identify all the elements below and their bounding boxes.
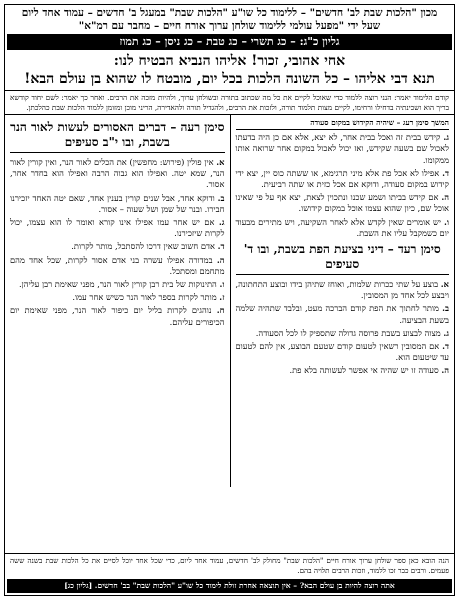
paragraph-mark: א. [216,157,225,167]
issue-bar: גליון כ"ג: – כג תשרי – כג טבת – כג ניסן – כג תמוז [7,34,452,50]
paragraph [10,157,225,191]
paragraph-mark: ה. [216,254,225,265]
paragraph-mark: ב. [442,303,449,314]
paragraph [236,217,450,239]
paragraph-mark: ו. [219,279,225,290]
left-column [5,115,230,487]
paragraph [236,168,450,190]
headline-1: אחי אהובי, זכור! אליהו הנביא הבטיח לנו: [113,53,346,69]
paragraph [10,292,225,303]
paragraph [10,217,225,239]
right-column [230,115,455,487]
paragraph-text: יש אומרים שאין לקדש אלא לאחר השקיעה, ויש מתירים מבעוד יום כשמקבל עליו את השבת. [235,216,449,238]
paragraph [236,279,450,301]
paragraph-text: בוצע על שתי ככרות שלמות, ואוחז שתיהן בידו ובוצע התחתונה, ויבצע לכל אחד מן המסובין. [235,279,449,301]
intro-text: קודם הלימוד יאמר: הנני רוצה ללמוד כדי שאוכל לקיים את כל מה שכתוב בתורה ובשולחן ערוך, ולהיות מזכה את הרבים. ואחר כך יאמר: לשם יחוד קודשא בריך הוא ושכינתיה בדחילו ורחימו, לקיים מצות תלמוד תורה, ולזכות את הרבים, ולהגדיל תורה ולהאדירה, הריני מוכן ומזומן ללמוד הלכות שבת כהלכתן. [5,90,454,115]
paragraph [236,303,450,325]
paragraph-text: מותר לחתוך את הפת קודם הברכה מעט, ובלבד שתהיה שלמה בשעת הבציעה. [235,303,449,325]
paragraph [236,132,450,166]
paragraph-text: אם קידש בביתו ושמע שכנו ונתכוין לצאת, יצא אף על פי שאינו אוכל שם, כיון שהוא עצמו אוכל במקום קידושו. [235,192,449,214]
headline-2: תנא דבי אליהו – כל השונה הלכות בכל יום, מובטח לו שהוא בן עולם הבא! [24,71,435,87]
paragraph-text: מצוה לבצוע בשבת פרוסה גדולה שתספיק לו לכל הסעודה. [255,327,441,338]
paragraph [10,241,225,252]
paragraph-mark: ה. [441,365,449,376]
paragraph [236,192,450,214]
paragraph-mark: ד. [442,167,449,178]
paragraph [10,279,225,290]
paragraph-text: אפילו לא אכל פת אלא מיני תרגימא, או ששתה כוס יין, יצא ידי קידוש במקום סעודה, ודוקא אם אכל כזית או שתה רביעית. [235,167,449,190]
paragraph-text: התינוקות של בית רבן קורין לאור הנר, מפני שאימת רבן עליהן. [19,279,217,290]
paragraph-mark: ד. [217,241,225,252]
paragraph-text: נוהגים לקרות בליל יום כיפור לאור הנר, מפני שאימת יום הכיפורים עליהם. [10,305,225,327]
paragraph [10,255,225,277]
paragraph-mark: ד. [442,341,450,352]
header-line-1: מכון "הלכות שבת לב' חדשים" – ללימוד כל שו"ע "הלכות שבת" במעגל ב' חדשים – עמוד אחד ליום [21,7,438,19]
paragraph-mark: ג. [218,217,225,228]
paragraph-text: אין פולין (פירוש: מחפשין) את הכלים לאור הנר, ואין קורין לאור הנר, שמא יטה. ואפילו הוא גבוה הרבה ואפילו הוא בחדר אחר, אסור. [10,157,225,190]
paragraph-mark: ב. [217,192,225,203]
page-header [5,5,454,34]
paragraph [10,193,225,215]
paragraph-text: קידש בבית זה ואכל בבית אחר, לא יצא, אלא אם כן היה בדעתו לאכול שם בשעה שקידש, ואז יכול לאכול במקום אחר שרואה אותו ממקומו. [235,132,449,165]
left-items [10,157,225,328]
footer-bar: אתה רוצה להיות בן עולם הבא? – אין תוצאה אחרת זולת לימוד כל שו"ע "הלכות שבת" בב' חדשים. [גליון כג] [7,579,452,593]
columns [5,115,454,487]
paragraph [10,305,225,327]
paragraph-mark: א. [440,279,450,290]
paragraph-text: אם יש אחר עמו אפילו אינו קורא ואומר לו הוא עצמו, יכול לקרות שיזכירנו. [10,217,225,239]
paragraph-mark: ז. [219,292,225,303]
footer-text: הנה הובא כאן ספר שולחן ערוך אורח חיים "הלכות שבת" מחולק לב' חדשים, עמוד אחד ליום, כדי שכל אחד יוכל לסיים את כל הלכות שבת בשנה ששה פעמים. ורבים כבר זכו ללמוד, וזכות הרבים תלויה בהם. [5,553,454,577]
paragraph [236,341,450,363]
paragraph-text: ודוקא אחד, אבל שנים קורין בענין אחד, שאם יטה האחד יזכירנו חבירו. ובנר של שמן ושל שעוה – אסור. [10,192,225,214]
paragraph-mark: ג. [443,327,449,338]
paragraph-text: אם המסובין רשאין לטעום קודם שטעם הבוצע, אין להם לטעום עד שיטעום הוא. [235,341,449,363]
section-274-title: סימן רעד – דיני בציעת הפת בשבת, ובו ד' סעיפים [236,242,450,275]
paragraph-text: במדורה אפילו עשרה בני אדם אסור לקרות, שכל אחד מהם מתחמם ומסתכל. [10,254,225,276]
paragraph-mark: ו. [443,216,449,227]
right-items [236,132,450,239]
paragraph-text: אדם חשוב שאין דרכו להסתכל, מותר לקרות. [71,241,215,252]
section-275-title: סימן רעה – דברים האסורים לעשות לאור הנר בשבת, ובו י"ב סעיפים [10,120,225,153]
paragraph [236,328,450,339]
paragraph [236,365,450,376]
paragraph-mark: ח. [216,305,225,316]
right-items-2 [236,279,450,377]
paragraph-mark: ג. [443,132,450,143]
header-line-2: שעל ידי "מפעל עולמי ללימוד שולחן ערוך אורח חיים – מחבר עם רמ"א" [78,20,381,32]
paragraph-text: מותר לקרות בספר לאור הנר כשיש אחר עמו. [72,292,217,303]
paragraph-mark: ה. [441,192,449,203]
continuation-title: המשך סימן רעג – שיהיה הקידוש במקום סעודה [236,117,450,130]
page [4,4,455,596]
paragraph-text: סעודה זו יש שהיה אי אפשר לעשותה בלא פת. [289,365,439,376]
